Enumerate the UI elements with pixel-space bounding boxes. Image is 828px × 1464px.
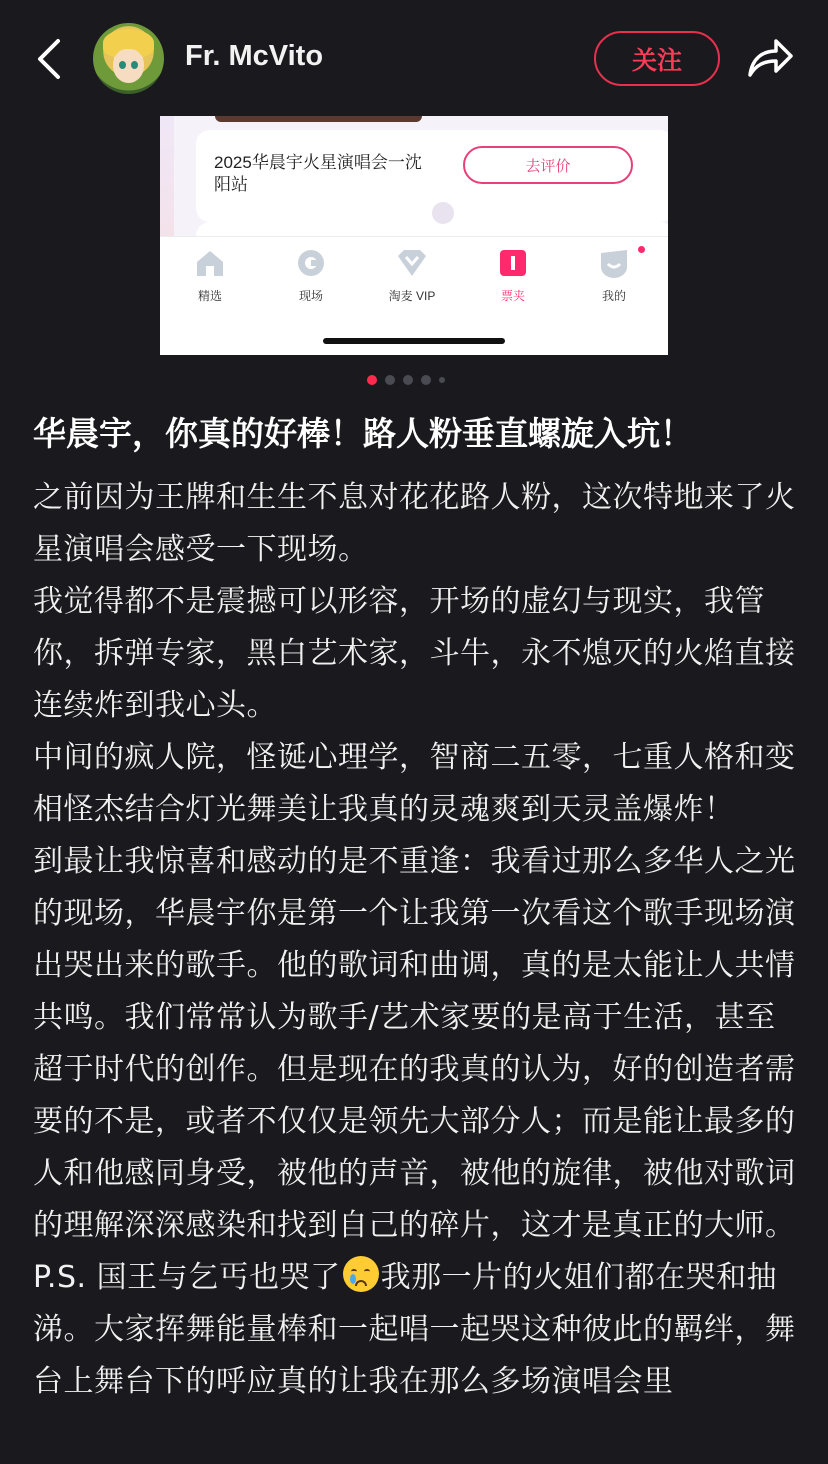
username[interactable]: Fr. McVito bbox=[185, 40, 324, 72]
post-paragraph: 到最让我惊喜和感动的是不重逢：我看过那么多华人之光的现场，华晨宇你是第一个让我第一次看这个歌手现场演出哭出来的歌手。他的歌词和曲调，真的是太能让人共情共鸣。我们常常认为歌手/艺术家要的是高于生活，甚至超于时代的创作。但是现在的我真的认为，好的创造者需要的不是，或者不仅仅是领先大部分人；而是能让最多的人和他感同身受，被他的声音，被他的旋律，被他对歌词的理解深深感染和找到自己的碎片，这才是真正的大师。 bbox=[33, 844, 796, 1243]
carousel-dot[interactable] bbox=[367, 375, 377, 385]
ticket-icon bbox=[496, 247, 530, 279]
ps-text-start: P.S. 国王与乞丐也哭了 bbox=[33, 1260, 341, 1295]
post-paragraph-ps bbox=[33, 1252, 803, 1408]
carousel-dot[interactable] bbox=[439, 377, 445, 383]
post-paragraph: 中间的疯人院，怪诞心理学，智商二五零，七重人格和变相怪杰结合灯光舞美让我真的灵魂爽到天灵盖爆炸！ bbox=[33, 740, 796, 827]
crying-face-emoji bbox=[343, 1256, 379, 1292]
carousel-dot[interactable] bbox=[421, 375, 431, 385]
tab-home: 精选 bbox=[170, 247, 250, 304]
avatar[interactable] bbox=[93, 23, 164, 94]
carousel-indicator bbox=[367, 374, 445, 386]
profile-icon bbox=[597, 247, 631, 279]
post-paragraph: 之前因为王牌和生生不息对花花路人粉，这次特地来了火星演唱会感受一下现场。 bbox=[33, 480, 796, 567]
share-arrow-icon[interactable] bbox=[746, 37, 794, 79]
chevron-left-icon[interactable] bbox=[30, 38, 70, 80]
post-title: 华晨宇，你真的好棒！路人粉垂直螺旋入坑！ bbox=[33, 414, 693, 453]
follow-button[interactable]: 关注 bbox=[594, 31, 720, 86]
post-body bbox=[33, 472, 803, 1408]
post-image[interactable] bbox=[160, 116, 668, 355]
carousel-dot[interactable] bbox=[403, 375, 413, 385]
home-icon bbox=[193, 247, 227, 279]
review-button: 去评价 bbox=[463, 146, 633, 184]
ps-text-end: 我那一片的火姐们都在哭和抽涕。大家挥舞能量棒和一起唱一起哭这种彼此的羁绊，舞台上舞台下的呼应真的让我在那么多场演唱会里 bbox=[33, 1260, 796, 1399]
home-indicator bbox=[323, 338, 505, 344]
tab-vip: 淘麦 VIP bbox=[372, 247, 452, 304]
tab-profile: 我的 bbox=[574, 247, 654, 304]
post-paragraph: 我觉得都不是震撼可以形容，开场的虚幻与现实，我管你，拆弹专家，黑白艺术家，斗牛，永不熄灭的火焰直接连续炸到我心头。 bbox=[33, 584, 796, 723]
notification-dot bbox=[638, 246, 645, 253]
tab-live: 现场 bbox=[271, 247, 351, 304]
top-bar bbox=[0, 0, 828, 116]
live-icon bbox=[294, 247, 328, 279]
carousel-dot[interactable] bbox=[385, 375, 395, 385]
ticket-title: 2025华晨宇火星演唱会一沈阳站 bbox=[214, 153, 422, 194]
tab-tickets: 票夹 bbox=[473, 247, 553, 304]
vip-diamond-icon bbox=[395, 247, 429, 279]
